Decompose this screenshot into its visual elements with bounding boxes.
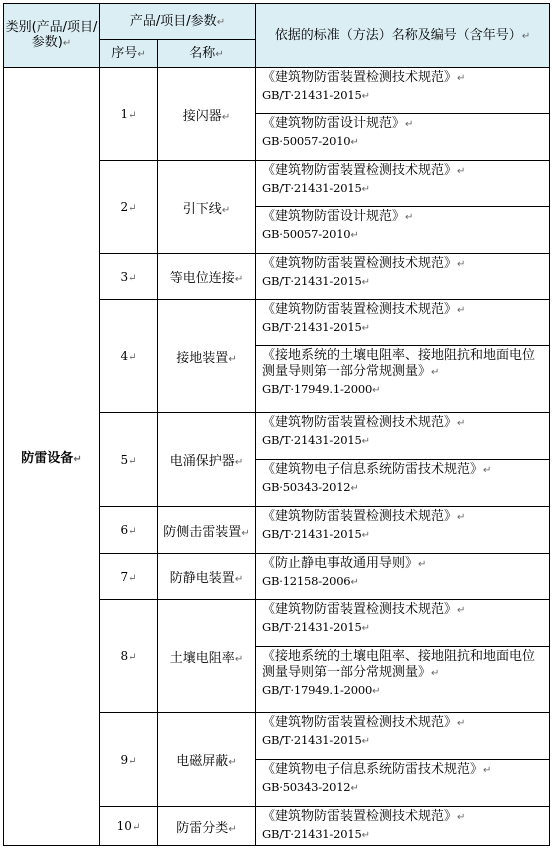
item-name-cell: 土壤电阻率↵ bbox=[158, 600, 256, 713]
item-name-text: 土壤电阻率 bbox=[169, 650, 235, 666]
standard-cell: 《建筑物防雷装置检测技术规范》↵ GB/T·21431-2015↵ bbox=[256, 507, 550, 554]
item-name-text: 防侧击雷装置 bbox=[163, 524, 242, 540]
standard-code: GB/T·21431-2015 bbox=[262, 274, 362, 288]
seq-cell: 3↵ bbox=[100, 254, 158, 300]
seq-cell: 8↵ bbox=[100, 600, 158, 713]
seq-text: 1 bbox=[120, 107, 129, 121]
standard-code: GB/T·21431-2015 bbox=[262, 527, 362, 541]
table-row bbox=[4, 68, 550, 114]
standard-title: 《建筑物防雷设计规范》 bbox=[262, 116, 406, 131]
item-name-cell: 防雷分类↵ bbox=[158, 807, 256, 846]
item-name-text: 防静电装置 bbox=[169, 571, 235, 586]
standard-title: 《建筑物防雷设计规范》 bbox=[262, 209, 406, 224]
standard-title: 《建筑物防雷装置检测技术规范》 bbox=[262, 602, 458, 617]
standard-code: GB/T·21431-2015 bbox=[262, 620, 362, 634]
standard-title: 《建筑物电子信息系统防雷技术规范》 bbox=[262, 762, 484, 777]
standard-code: GB/T·21431-2015 bbox=[262, 88, 362, 102]
seq-text: 6 bbox=[120, 523, 129, 537]
item-name-cell: 接闪器↵ bbox=[158, 68, 256, 161]
item-name-cell: 防静电装置↵ bbox=[158, 554, 256, 600]
standard-code: GB·50057-2010 bbox=[262, 227, 351, 241]
seq-cell: 1↵ bbox=[100, 68, 158, 161]
seq-cell: 6↵ bbox=[100, 507, 158, 554]
seq-text: 2 bbox=[120, 200, 129, 214]
item-name-cell: 电涌保护器↵ bbox=[158, 413, 256, 507]
category-text: 防雷设备 bbox=[21, 451, 74, 466]
standard-cell: 《建筑物防雷装置检测技术规范》↵ GB/T·21431-2015↵ bbox=[256, 300, 550, 346]
item-name-text: 防雷分类 bbox=[176, 820, 229, 836]
standards-table bbox=[3, 3, 550, 846]
item-name-cell: 接地装置↵ bbox=[158, 300, 256, 413]
standard-cell: 《建筑物电子信息系统防雷技术规范》↵ GB·50343-2012↵ bbox=[256, 460, 550, 507]
standard-title: 《建筑物防雷装置检测技术规范》 bbox=[262, 509, 458, 524]
standard-cell: 《建筑物防雷装置检测技术规范》↵ GB/T·21431-2015↵ bbox=[256, 600, 550, 647]
item-name-cell: 引下线↵ bbox=[158, 161, 256, 254]
standard-code: GB·50057-2010 bbox=[262, 134, 351, 148]
standard-title: 《建筑物防雷装置检测技术规范》 bbox=[262, 415, 458, 430]
standard-code: GB/T·17949.1-2000 bbox=[262, 683, 373, 697]
item-name-cell: 防侧击雷装置↵ bbox=[158, 507, 256, 554]
seq-text: 8 bbox=[120, 649, 129, 663]
standard-title: 《建筑物电子信息系统防雷技术规范》 bbox=[262, 462, 484, 477]
standard-cell: 《接地系统的土壤电阻率、接地阻抗和地面电位测量导则第一部分常规测量》↵ GB/T·17949.1-2000↵ bbox=[256, 346, 550, 413]
standard-title: 《接地系统的土壤电阻率、接地阻抗和地面电位测量导则第一部分常规测量》 bbox=[262, 649, 536, 680]
item-name-text: 引下线 bbox=[182, 201, 222, 217]
item-name-text: 等电位连接 bbox=[169, 271, 235, 286]
seq-text: 5 bbox=[120, 452, 129, 467]
seq-cell: 2↵ bbox=[100, 161, 158, 254]
standard-cell: 《建筑物防雷装置检测技术规范》↵ GB/T·21431-2015↵ bbox=[256, 413, 550, 460]
table-body bbox=[4, 68, 550, 846]
product-group-header: 产品/项目/参数↵ bbox=[100, 4, 256, 40]
seq-header: 序号↵ bbox=[100, 40, 158, 68]
standard-cell: 《防止静电事故通用导则》↵ GB·12158-2006↵ bbox=[256, 554, 550, 600]
standard-cell: 《建筑物防雷装置检测技术规范》↵ GB/T·21431-2015↵ bbox=[256, 713, 550, 760]
standard-cell: 《建筑物防雷设计规范》↵ GB·50057-2010↵ bbox=[256, 207, 550, 254]
seq-cell: 4↵ bbox=[100, 300, 158, 413]
standard-code: GB·50343-2012 bbox=[262, 480, 351, 494]
item-name-text: 电磁屏蔽 bbox=[176, 754, 229, 769]
standard-cell: 《建筑物电子信息系统防雷技术规范》↵ GB·50343-2012↵ bbox=[256, 760, 550, 807]
standard-code: GB/T·21431-2015 bbox=[262, 320, 362, 334]
standard-cell: 《建筑物防雷装置检测技术规范》↵ GB/T·21431-2015↵ bbox=[256, 68, 550, 114]
seq-cell: 10↵ bbox=[100, 807, 158, 846]
seq-cell: 7↵ bbox=[100, 554, 158, 600]
standard-code: GB·12158-2006 bbox=[262, 574, 351, 588]
standard-title: 《接地系统的土壤电阻率、接地阻抗和地面电位测量导则第一部分常规测量》 bbox=[262, 348, 536, 379]
standard-code: GB/T·21431-2015 bbox=[262, 733, 362, 747]
item-name-cell: 电磁屏蔽↵ bbox=[158, 713, 256, 807]
item-name-cell: 等电位连接↵ bbox=[158, 254, 256, 300]
category-header: 类别(产品/项目/参数)↵ bbox=[4, 4, 100, 68]
standard-cell: 《接地系统的土壤电阻率、接地阻抗和地面电位测量导则第一部分常规测量》↵ GB/T·17949.1-2000↵ bbox=[256, 647, 550, 713]
standard-cell: 《建筑物防雷装置检测技术规范》↵ GB/T·21431-2015↵ bbox=[256, 807, 550, 846]
seq-cell: 9↵ bbox=[100, 713, 158, 807]
standard-cell: 《建筑物防雷装置检测技术规范》↵ GB/T·21431-2015↵ bbox=[256, 254, 550, 300]
seq-text: 9 bbox=[120, 752, 129, 767]
standard-code: GB·50343-2012 bbox=[262, 780, 351, 794]
standard-title: 《建筑物防雷装置检测技术规范》 bbox=[262, 302, 458, 317]
seq-text: 4 bbox=[120, 349, 129, 363]
seq-text: 7 bbox=[120, 569, 129, 584]
standard-title: 《建筑物防雷装置检测技术规范》 bbox=[262, 70, 458, 85]
standard-code: GB/T·17949.1-2000 bbox=[262, 382, 373, 396]
category-cell: 防雷设备↵ bbox=[4, 68, 100, 846]
item-name-text: 电涌保护器 bbox=[169, 454, 235, 469]
item-name-text: 接地装置 bbox=[176, 350, 229, 366]
standard-header: 依据的标准（方法）名称及编号（含年号）↵ bbox=[256, 4, 550, 68]
standard-code: GB/T·21431-2015 bbox=[262, 433, 362, 447]
standard-cell: 《建筑物防雷装置检测技术规范》↵ GB/T·21431-2015↵ bbox=[256, 161, 550, 207]
standard-title: 《建筑物防雷装置检测技术规范》 bbox=[262, 163, 458, 178]
seq-text: 3 bbox=[120, 269, 129, 284]
standard-title: 《防止静电事故通用导则》 bbox=[262, 556, 419, 571]
standard-title: 《建筑物防雷装置检测技术规范》 bbox=[262, 809, 458, 824]
seq-text: 10 bbox=[116, 819, 132, 833]
standard-title: 《建筑物防雷装置检测技术规范》 bbox=[262, 715, 458, 730]
standard-code: GB/T·21431-2015 bbox=[262, 827, 362, 841]
standard-title: 《建筑物防雷装置检测技术规范》 bbox=[262, 256, 458, 271]
name-header: 名称↵ bbox=[158, 40, 256, 68]
item-name-text: 接闪器 bbox=[182, 108, 222, 124]
standard-cell: 《建筑物防雷设计规范》↵ GB·50057-2010↵ bbox=[256, 114, 550, 161]
seq-cell: 5↵ bbox=[100, 413, 158, 507]
standard-code: GB/T·21431-2015 bbox=[262, 181, 362, 195]
